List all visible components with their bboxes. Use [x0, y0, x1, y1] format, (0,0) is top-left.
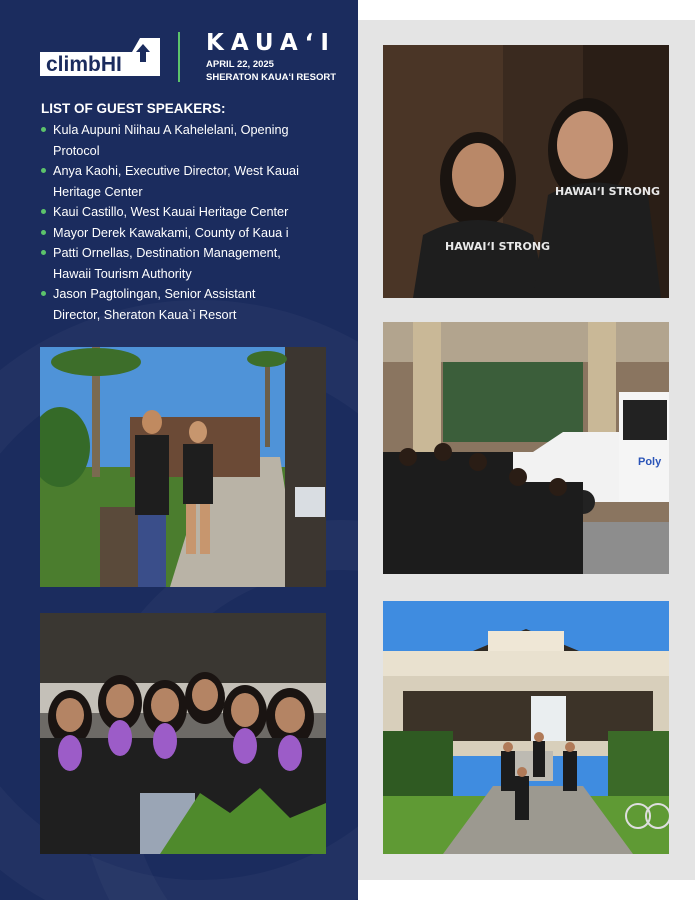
bus-text: Poly	[638, 456, 662, 468]
bullet-icon	[41, 291, 46, 296]
speakers-list	[41, 120, 341, 325]
event-date: APRIL 22, 2025	[206, 59, 274, 70]
logo-text: climbHI	[46, 53, 122, 76]
climbhi-logo	[40, 38, 160, 78]
header-divider	[178, 32, 180, 82]
speakers-heading: LIST OF GUEST SPEAKERS:	[41, 101, 226, 116]
photo-shuttle-group	[383, 322, 669, 574]
speaker-item: Mayor Derek Kawakami, County of Kaua i	[41, 223, 341, 244]
speaker-item: Patti Ornellas, Destination Management, Hawaii Tourism Authority	[41, 243, 341, 284]
speaker-item: Kula Aupuni Niihau A Kahelelani, Opening Protocol	[41, 120, 341, 161]
shirt-text: HAWAIʻI STRONG	[555, 185, 661, 198]
photo-walkway	[40, 347, 326, 587]
bullet-icon	[41, 230, 46, 235]
event-venue: SHERATON KAUAʻI RESORT	[206, 72, 337, 83]
photo-two-students	[383, 45, 669, 298]
shirt-text: HAWAIʻI STRONG	[445, 240, 551, 253]
bullet-icon	[41, 127, 46, 132]
speaker-item: Kaui Castillo, West Kauai Heritage Center	[41, 202, 341, 223]
bullet-icon	[41, 168, 46, 173]
speaker-item: Anya Kaohi, Executive Director, West Kauai Heritage Center	[41, 161, 341, 202]
photo-lodge	[383, 601, 669, 854]
event-title: KAUAʻI	[206, 30, 336, 56]
speaker-item: Jason Pagtolingan, Senior Assistant Director, Sheraton Kaua`i Resort	[41, 284, 341, 325]
photo-student-group	[40, 613, 326, 854]
bullet-icon	[41, 250, 46, 255]
bullet-icon	[41, 209, 46, 214]
